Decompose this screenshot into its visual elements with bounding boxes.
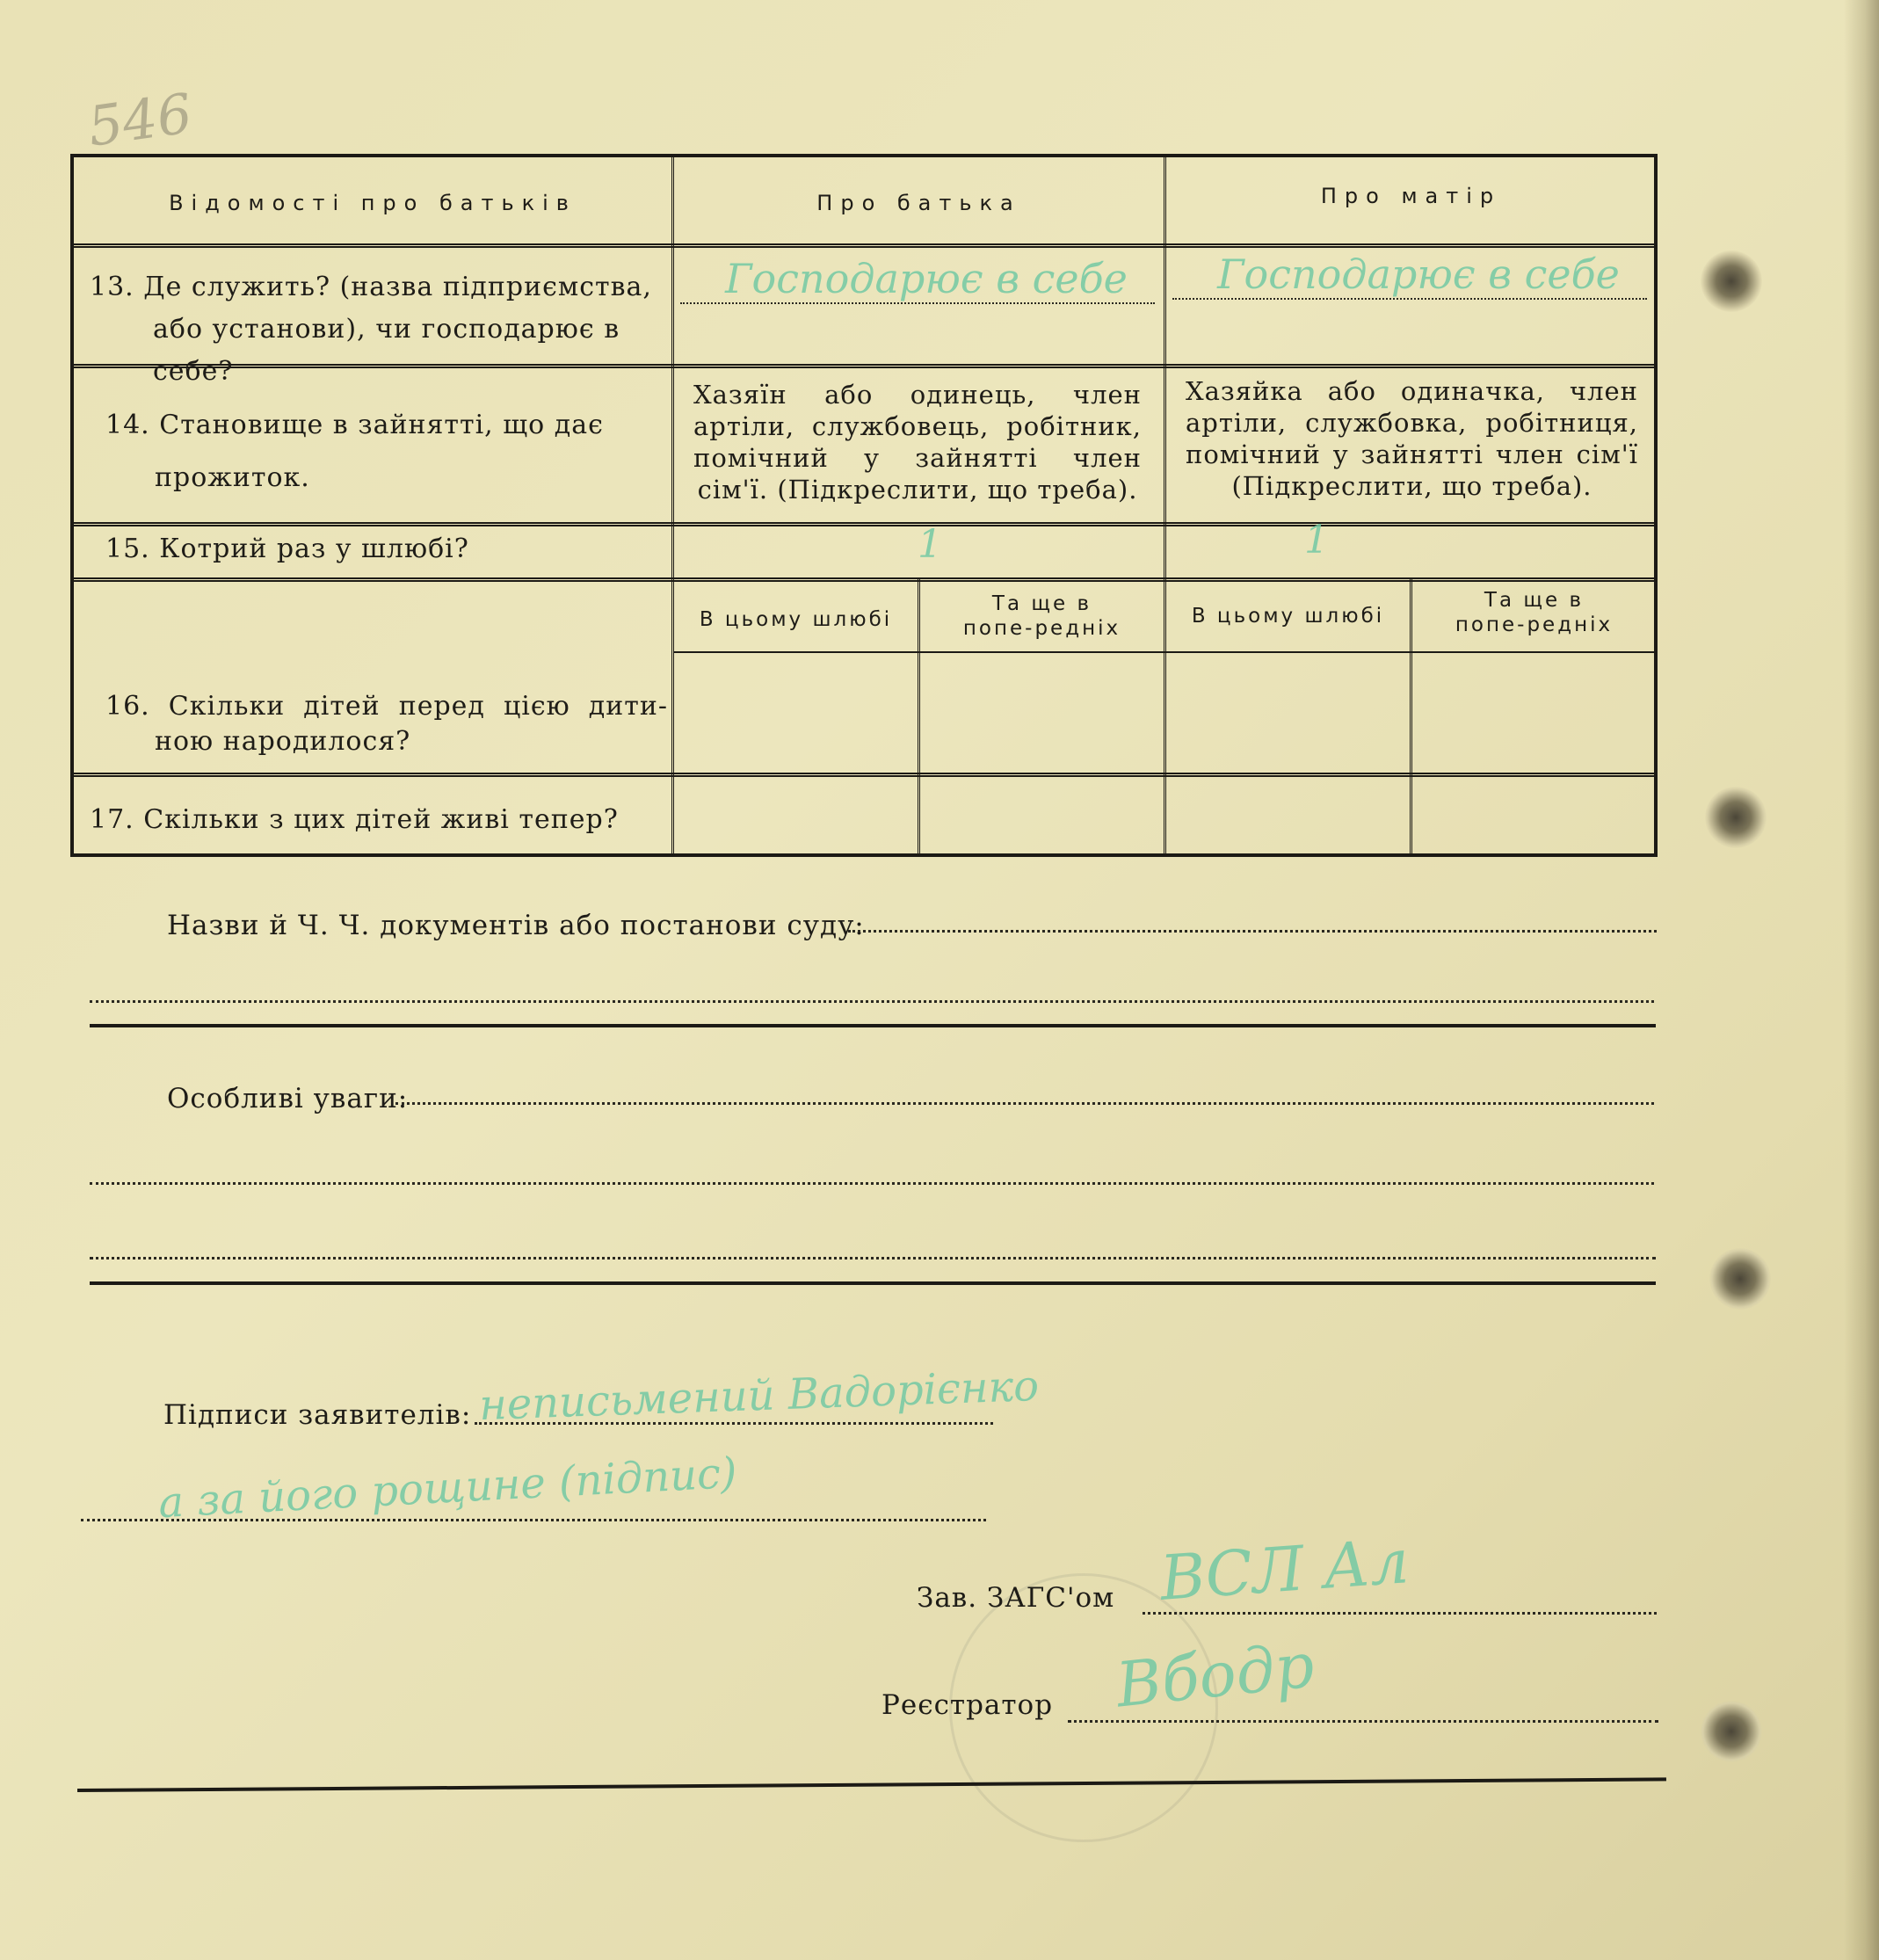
header-parents-info: Відомості про батьків xyxy=(169,191,577,215)
page-bottom-rule xyxy=(77,1777,1666,1792)
archive-number: 546 xyxy=(83,81,196,159)
q13-father-answer: Господарює в себе xyxy=(725,255,1128,302)
registrar-signature: Вбодр xyxy=(1113,1629,1318,1722)
q15-father-answer: 1 xyxy=(918,522,942,567)
q16-mother-this-marriage: В цьому шлюбі xyxy=(1191,605,1385,628)
paper-edge xyxy=(1844,0,1879,1960)
zags-head-label: Зав. ЗАГС'ом xyxy=(917,1582,1115,1614)
subheader-divider xyxy=(673,651,1656,653)
remarks-label: Особливі уваги: xyxy=(167,1083,409,1114)
remarks-fill-line-2 xyxy=(90,1182,1654,1185)
registrar-label: Реєстратор xyxy=(881,1689,1054,1721)
remarks-fill-line xyxy=(395,1102,1654,1105)
registrar-fill-line xyxy=(1068,1720,1658,1723)
q14-label: 14. Становище в зайнятті, що дає прожиток. xyxy=(105,410,604,493)
row-divider xyxy=(74,577,1656,582)
signatures-label: Підписи заявителів: xyxy=(163,1399,472,1431)
q16-label: 16. Скільки дітей перед цією дити- ною народилося? xyxy=(105,691,668,757)
q14-father-options: Хазяїн або одинець, член артіли, службовець, робітник, помічний у зайнятті член сім'ї. (Підкреслити, що треба). xyxy=(693,380,1142,505)
section-separator xyxy=(90,1281,1656,1285)
signatures-handwriting-2: а за його рощине (підпис) xyxy=(156,1448,738,1528)
q15-label: 15. Котрий раз у шлюбі? xyxy=(105,534,469,564)
q16-mother-previous: Та ще в попе-редніх xyxy=(1455,589,1614,636)
q16-father-this-marriage: В цьому шлюбі xyxy=(699,608,893,631)
row-divider xyxy=(74,773,1656,777)
binding-hole xyxy=(1709,1248,1771,1310)
zags-head-signature: ВСЛ Ал xyxy=(1157,1525,1411,1615)
row-divider xyxy=(74,522,1656,526)
column-divider xyxy=(671,157,674,856)
signatures-handwriting-1: неписьмений Вадорієнко xyxy=(478,1361,1040,1431)
documents-fill-line-2 xyxy=(90,1000,1654,1003)
parents-info-table xyxy=(70,154,1658,857)
row-divider xyxy=(74,243,1656,248)
header-mother: Про матір xyxy=(1320,184,1502,208)
header-father: Про батька xyxy=(816,191,1021,215)
binding-hole xyxy=(1701,250,1762,312)
binding-hole xyxy=(1705,787,1767,848)
documents-fill-line xyxy=(848,930,1657,933)
remarks-fill-line-3 xyxy=(90,1257,1656,1259)
q17-label: 17. Скільки з цих дітей живі тепер? xyxy=(90,804,619,835)
documents-label: Назви й Ч. Ч. документів або постанови суду: xyxy=(167,910,865,941)
column-divider xyxy=(1164,157,1166,856)
q13-mother-answer: Господарює в себе xyxy=(1217,250,1620,298)
zags-head-fill-line xyxy=(1143,1612,1657,1615)
q13-label: 13. Де служить? (назва підприємства, або установи), чи господарює в себе? xyxy=(90,272,652,387)
section-separator xyxy=(90,1024,1656,1027)
binding-hole xyxy=(1701,1701,1762,1762)
q16-father-previous: Та ще в попе-редніх xyxy=(962,592,1121,640)
q15-mother-answer: 1 xyxy=(1304,518,1329,563)
q14-mother-options: Хазяйка або одиначка, член артіли, службовка, робітниця, помічний у зайнятті член сім'ї (Підкреслити, що треба). xyxy=(1186,376,1638,501)
